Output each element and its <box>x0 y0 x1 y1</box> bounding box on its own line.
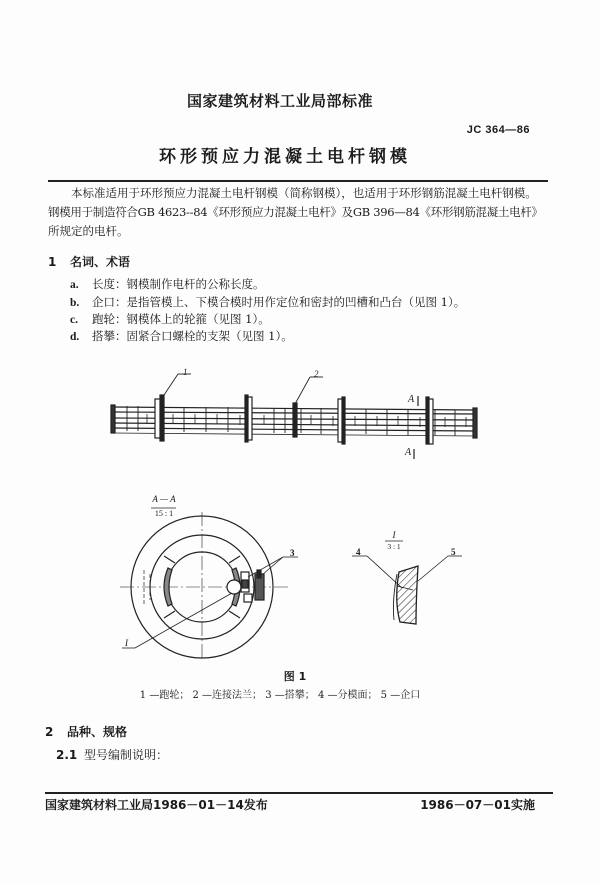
section-mark-bottom: A <box>405 447 412 458</box>
term-label: d. <box>70 331 80 343</box>
footer-divider <box>45 792 553 794</box>
document-title: 环形预应力混凝土电杆钢模 <box>159 147 411 167</box>
figure-caption: 图 1 <box>283 670 307 683</box>
subsection-number: 2.1 <box>56 748 78 762</box>
callout-1: 1 <box>183 367 188 377</box>
term-label: c. <box>70 314 78 326</box>
detail-mark-i: I <box>125 638 128 648</box>
intro-line-1: 本标准适用于环形预应力混凝土电杆钢模（简称钢模），也适用于环形钢筋混凝土电杆钢模。 <box>71 186 537 200</box>
subsection-text: 型号编制说明： <box>84 748 169 762</box>
intro-line-2: 钢模用于制造符合GB 4623--84《环形预应力混凝土电杆》及GB 396—84《环形钢筋混凝土电杆》 <box>48 205 543 219</box>
term-label: b. <box>70 297 80 309</box>
section-title: 名词、术语 <box>70 255 131 269</box>
section-view-title: A — A <box>152 494 176 504</box>
section-number: 2 <box>45 725 54 739</box>
term-text: 企口：是指管模上、下模合模时用作定位和密封的凹槽和凸台（见图 1）。 <box>92 295 466 309</box>
callout-4: 4 <box>356 547 361 557</box>
section-number: 1 <box>48 255 57 269</box>
section-2-heading <box>45 723 127 740</box>
callout-3: 3 <box>290 548 295 558</box>
term-text: 长度：钢模制作电杆的公称长度。 <box>92 277 265 291</box>
intro-line-3: 所规定的电杆。 <box>48 224 129 238</box>
section-view-scale: 15 : 1 <box>154 509 174 518</box>
issuing-organization: 国家建筑材料工业局部标准 <box>186 92 373 110</box>
section-mark-top: A <box>408 394 415 405</box>
term-text: 搭攀：固紧合口螺栓的支架（见图 1）。 <box>92 329 293 343</box>
callout-2: 2 <box>314 369 319 379</box>
section-title: 品种、规格 <box>67 725 128 739</box>
issue-date: 国家建筑材料工业局1986－01－14发布 <box>45 798 268 812</box>
callout-5: 5 <box>451 547 456 557</box>
section-view-a-a <box>120 508 298 658</box>
figure-legend: 1 —跑轮； 2 —连接法兰； 3 —搭攀； 4 —分模面； 5 —企口 <box>139 690 421 701</box>
mould-elevation <box>111 374 477 459</box>
effective-date: 1986－07－01实施 <box>420 798 535 812</box>
detail-view-title: I <box>392 530 396 540</box>
detail-view-i <box>352 541 462 624</box>
detail-view-scale: 3 : 1 <box>387 542 401 551</box>
subsection-2-1 <box>56 746 168 763</box>
term-text: 跑轮：钢模体上的轮箍（见图 1）。 <box>92 312 270 326</box>
standard-number: JC 364—86 <box>466 124 530 136</box>
term-label: a. <box>70 279 79 291</box>
